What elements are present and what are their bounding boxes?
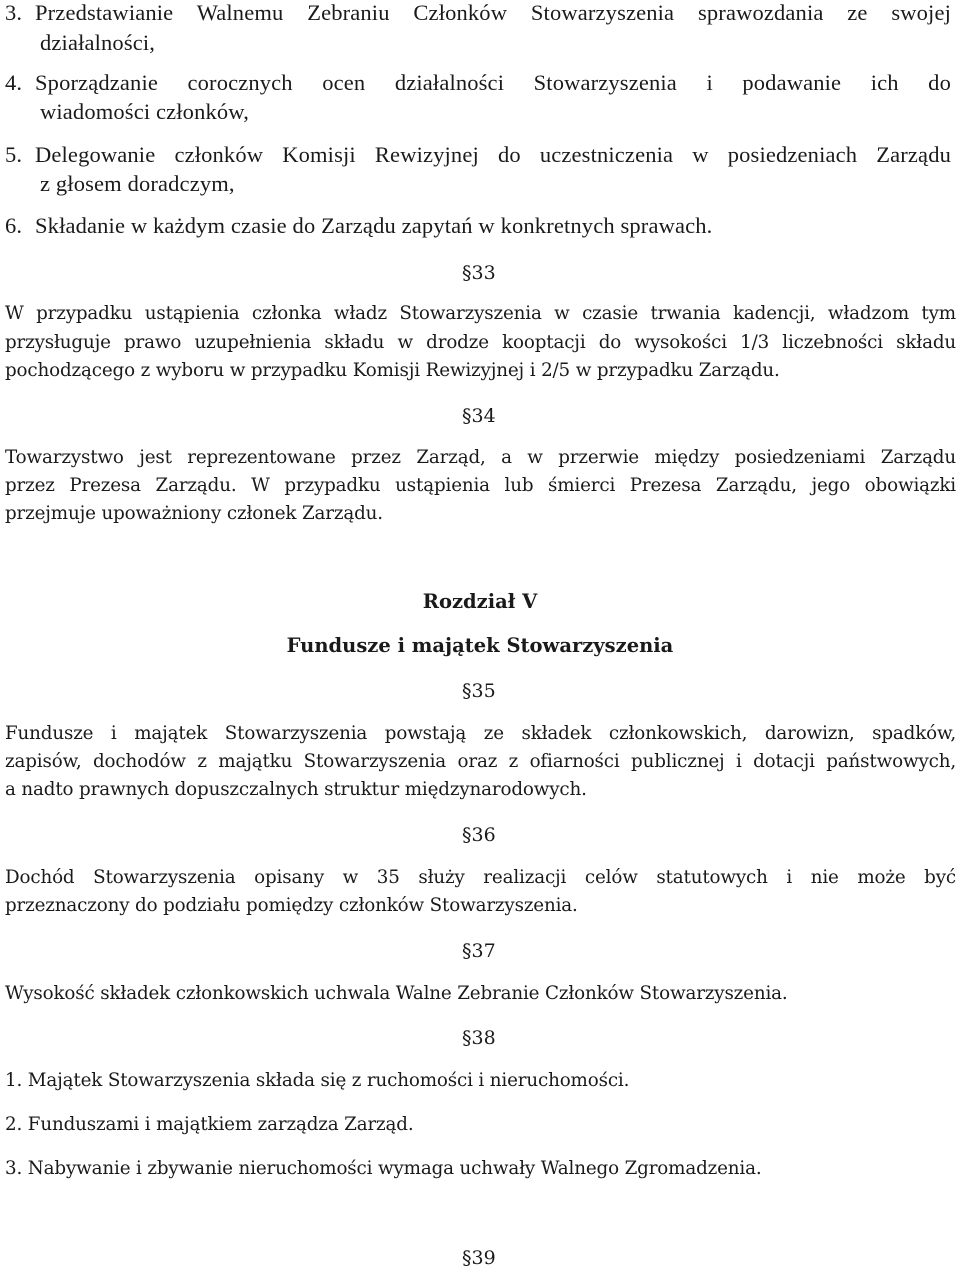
- section-number: §33: [462, 262, 496, 284]
- section-number: §34: [462, 405, 496, 427]
- section-number: §38: [462, 1027, 496, 1049]
- list-item-text: Delegowanie członków Komisji Rewizyjnej do uczestniczenia w posiedzeniach Zarządu: [35, 142, 951, 167]
- list-item: [5, 213, 712, 239]
- paragraph-line: Dochód Stowarzyszenia opisany w 35 służy realizacji celów statutowych i nie może być: [5, 867, 956, 888]
- section-number: §37: [462, 940, 496, 962]
- list-item: [5, 142, 951, 168]
- paragraph-line: Wysokość składek członkowskich uchwala Walne Zebranie Członków Stowarzyszenia.: [5, 983, 788, 1004]
- list-item-continuation: wiadomości członków,: [40, 99, 249, 124]
- paragraph-line: przejmuje upoważniony członek Zarządu.: [5, 503, 383, 524]
- paragraph-line: zapisów, dochodów z majątku Stowarzyszenia oraz z ofiarności publicznej i dotacji państwowych,: [5, 751, 956, 772]
- list-item-continuation: działalności,: [40, 30, 156, 55]
- paragraph-line: przez Prezesa Zarządu. W przypadku ustąpienia lub śmierci Prezesa Zarządu, jego obowiązki: [5, 475, 956, 496]
- list-item-number: 6.: [5, 213, 23, 238]
- list-item-text: Przedstawianie Walnemu Zebraniu Członków Stowarzyszenia sprawozdania ze swojej: [35, 0, 951, 25]
- paragraph-line: pochodzącego z wyboru w przypadku Komisji Rewizyjnej i 2/5 w przypadku Zarządu.: [5, 360, 780, 381]
- list-item: [5, 0, 951, 26]
- paragraph-line: Towarzystwo jest reprezentowane przez Zarząd, a w przerwie między posiedzeniami Zarządu: [5, 447, 956, 468]
- section-number: §39: [462, 1247, 496, 1269]
- section-number: §36: [462, 824, 496, 846]
- list-item-text: Składanie w każdym czasie do Zarządu zapytań w konkretnych sprawach.: [35, 213, 713, 238]
- paragraph-line: a nadto prawnych dopuszczalnych struktur międzynarodowych.: [5, 779, 587, 800]
- list-item-number: 3.: [5, 0, 23, 25]
- paragraph-line: W przypadku ustąpienia członka władz Stowarzyszenia w czasie trwania kadencji, władzom tym: [5, 303, 956, 324]
- list-item: 1. Majątek Stowarzyszenia składa się z ruchomości i nieruchomości.: [5, 1070, 630, 1091]
- paragraph-line: przysługuje prawo uzupełnienia składu w drodze kooptacji do wysokości 1/3 liczebności składu: [5, 332, 956, 353]
- list-item: [5, 70, 951, 96]
- list-item-text: Sporządzanie corocznych ocen działalności Stowarzyszenia i podawanie ich do: [35, 70, 951, 95]
- list-item: 2. Funduszami i majątkiem zarządza Zarząd.: [5, 1114, 414, 1135]
- list-item-number: 5.: [5, 142, 23, 167]
- list-item-number: 4.: [5, 70, 23, 95]
- chapter-number: Rozdział V: [422, 590, 538, 613]
- list-item: 3. Nabywanie i zbywanie nieruchomości wymaga uchwały Walnego Zgromadzenia.: [5, 1158, 762, 1179]
- chapter-title: Fundusze i majątek Stowarzyszenia: [286, 634, 674, 657]
- paragraph-line: Fundusze i majątek Stowarzyszenia powstają ze składek członkowskich, darowizn, spadków,: [5, 723, 956, 744]
- section-number: §35: [462, 680, 496, 702]
- paragraph-line: przeznaczony do podziału pomiędzy członków Stowarzyszenia.: [5, 895, 578, 916]
- list-item-continuation: z głosem doradczym,: [40, 171, 235, 196]
